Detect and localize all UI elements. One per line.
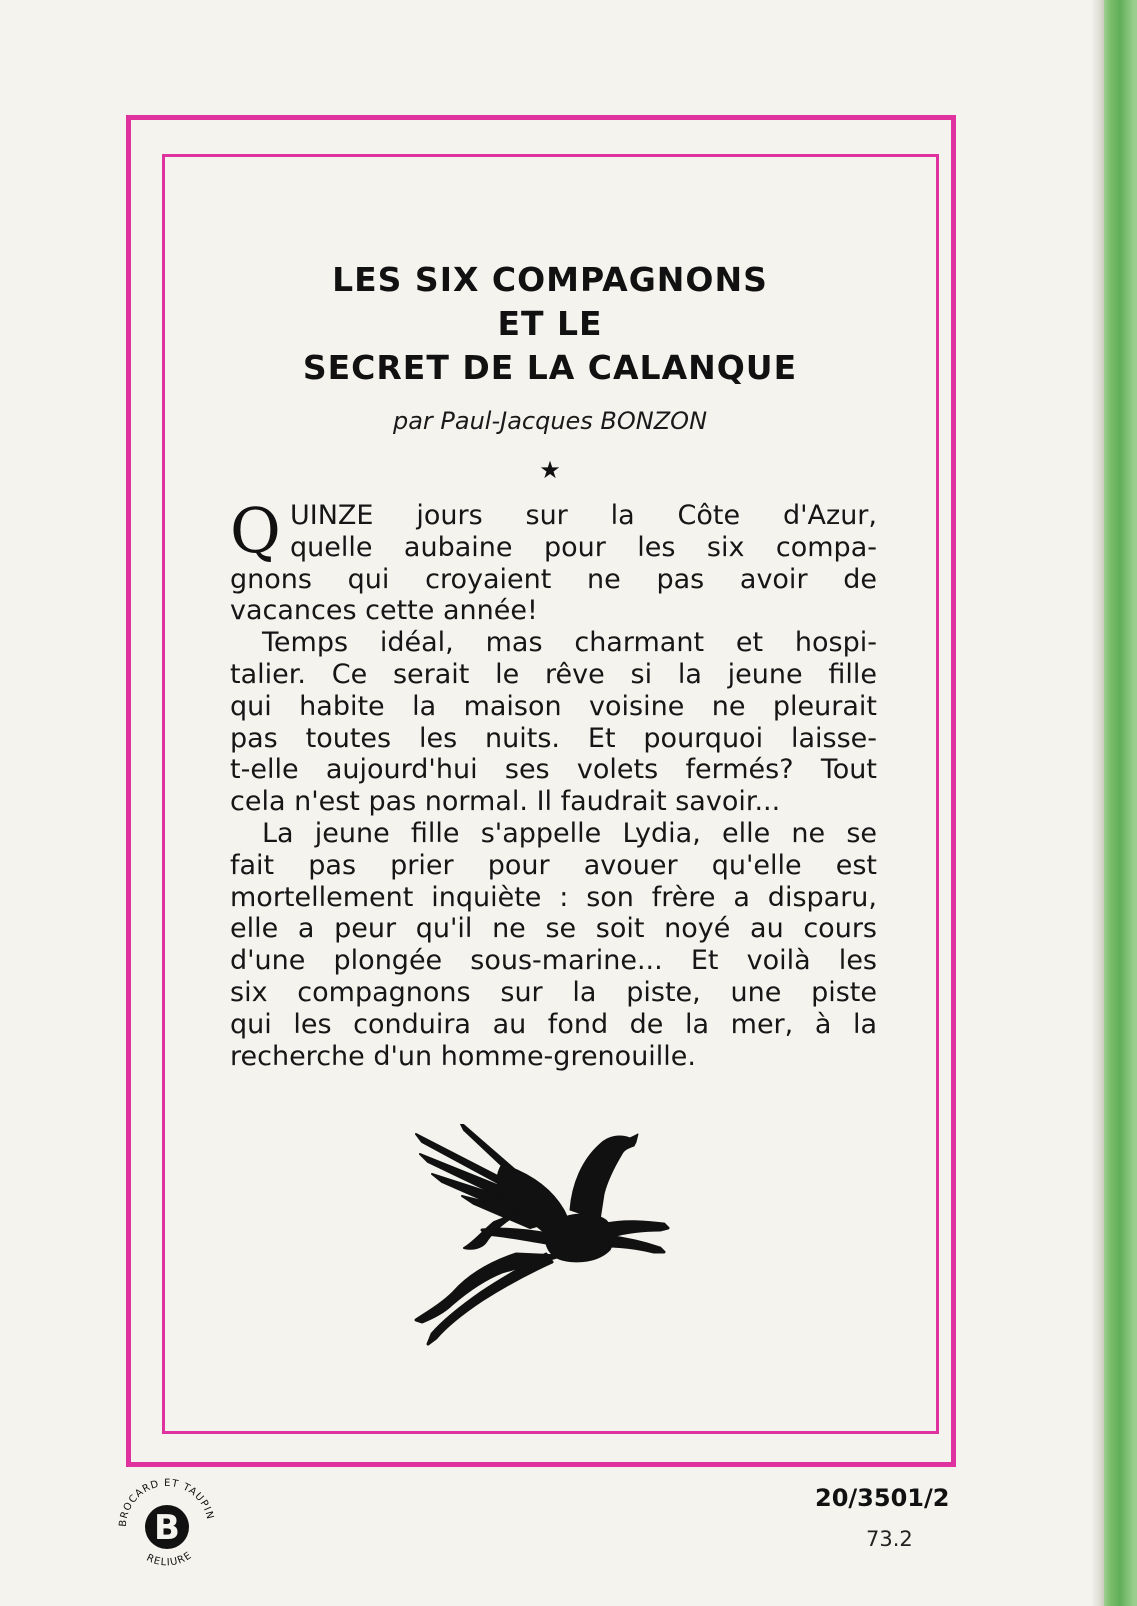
- seal-ring-text: BROCARD ET TAUPIN: [117, 1477, 216, 1528]
- blurb-line: d'une plongée sous-marine... Et voilà les: [230, 945, 877, 977]
- blurb-line: cela n'est pas normal. Il faudrait savoir...: [230, 786, 781, 818]
- blurb-line: pas toutes les nuits. Et pourquoi laisse-: [230, 722, 877, 754]
- blurb-line: mortellement inquiète : son frère a disparu,: [230, 881, 877, 913]
- blurb-line: quelle aubaine pour les six compa-: [290, 531, 877, 563]
- seal-letter: B: [154, 1508, 180, 1548]
- book-title: [200, 258, 900, 390]
- blurb-line: gnons qui croyaient ne pas avoir de: [230, 563, 877, 595]
- binder-seal-logo: [112, 1472, 222, 1582]
- catalog-subcode: 73.2: [866, 1527, 913, 1551]
- blurb-line: recherche d'un homme-grenouille.: [230, 1040, 697, 1072]
- blurb-line: six compagnons sur la piste, une piste: [230, 976, 877, 1008]
- blurb-line: qui les conduira au fond de la mer, à la: [230, 1008, 877, 1040]
- blurb-line: fait pas prier pour avouer qu'elle est: [230, 849, 877, 881]
- blurb-line: elle a peur qu'il ne se soit noyé au cours: [230, 913, 877, 945]
- blurb-line: qui habite la maison voisine ne pleurait: [230, 690, 877, 722]
- blurb-line: UINZE jours sur la Côte d'Azur,: [290, 500, 877, 531]
- drop-cap-letter: Q: [230, 494, 281, 567]
- title-line-3: SECRET DE LA CALANQUE: [302, 348, 798, 387]
- blurb-line: t-elle aujourd'hui ses volets fermés? Tout: [230, 754, 877, 786]
- star-ornament: ★: [539, 456, 561, 484]
- blurb-line: Temps idéal, mas charmant et hospi-: [262, 627, 877, 659]
- title-line-1: LES SIX COMPAGNONS: [332, 260, 768, 299]
- blurb-line: La jeune fille s'appelle Lydia, elle ne se: [262, 817, 877, 849]
- blurb-line: talier. Ce serait le rêve si la jeune fille: [230, 658, 877, 690]
- book-spine-edge: [1092, 0, 1104, 1606]
- pegasus-logo: [402, 1124, 692, 1356]
- svg-text:RELIURE: RELIURE: [144, 1549, 195, 1569]
- title-line-2: ET LE: [497, 304, 603, 343]
- blurb-text: [230, 494, 877, 1072]
- blurb-line: vacances cette année!: [230, 595, 538, 627]
- book-spine-green: [1104, 0, 1137, 1606]
- catalog-code: 20/3501/2: [815, 1484, 950, 1512]
- author-line: par Paul-Jacques BONZON: [392, 407, 708, 435]
